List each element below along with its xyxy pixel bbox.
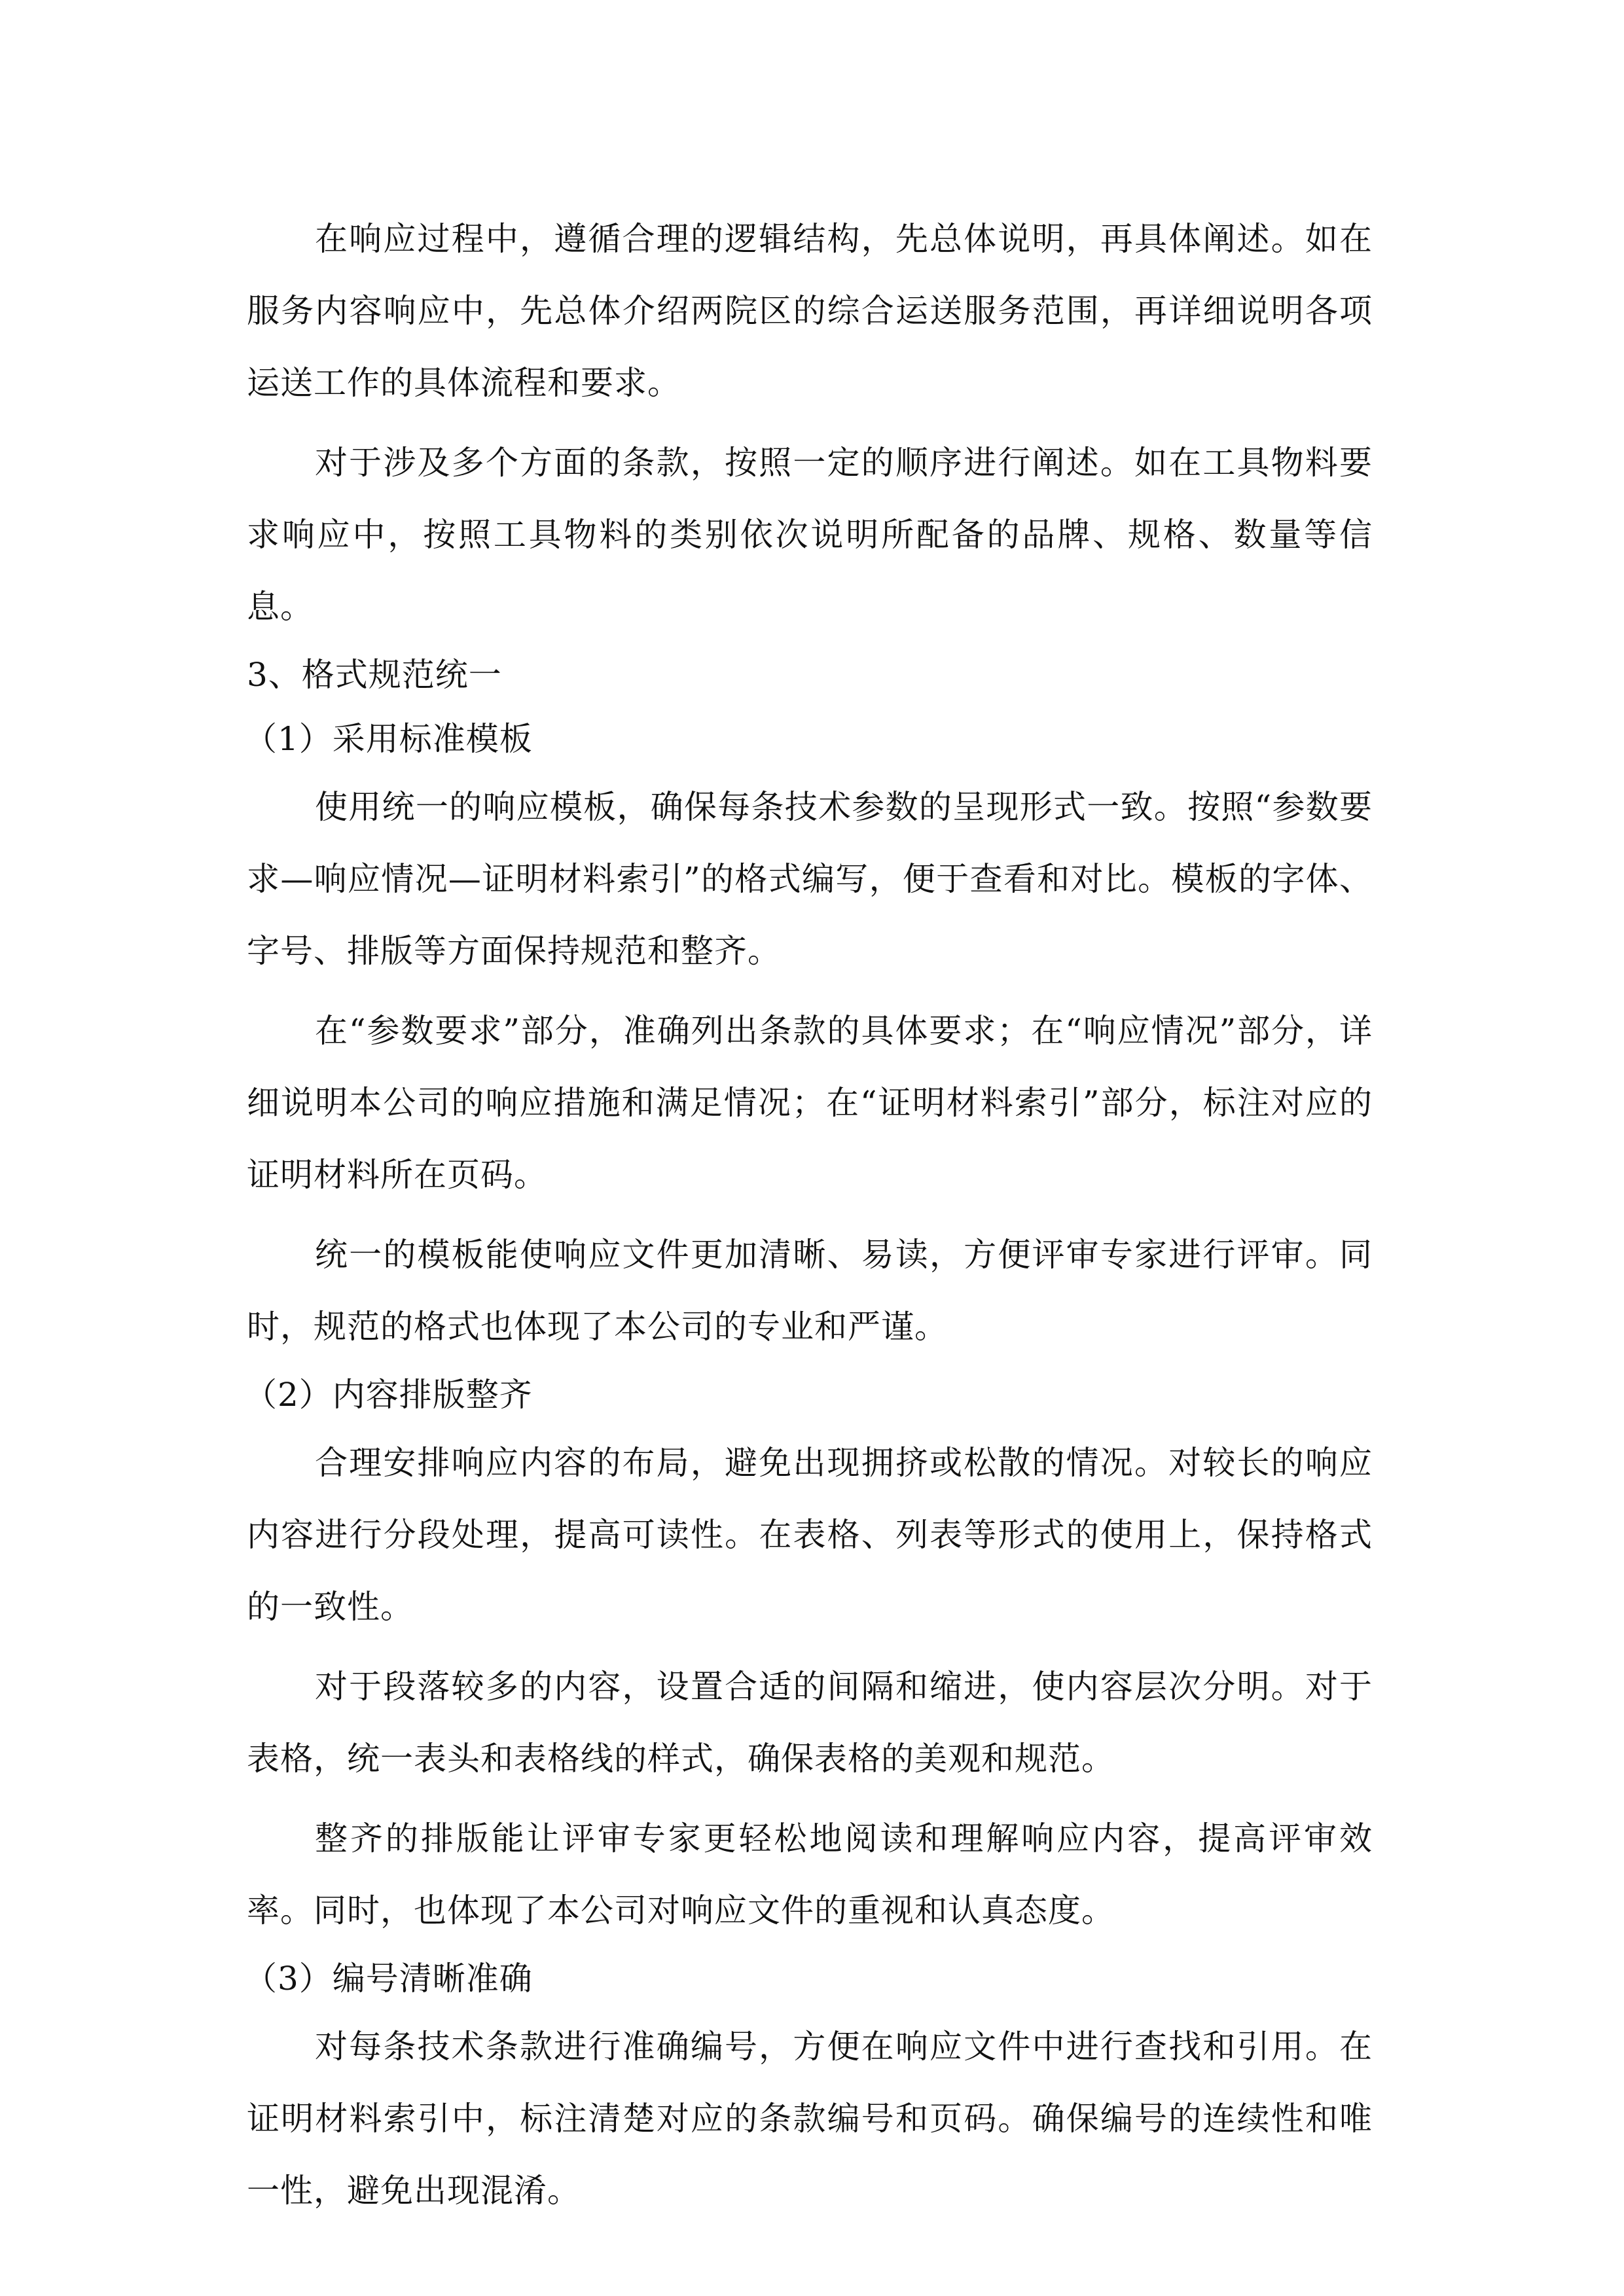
section-heading: 3、格式规范统一 (247, 656, 502, 694)
paragraph: 整齐的排版能让评审专家更轻松地阅读和理解响应内容，提高评审效率。同时，也体现了本公司对响应文件的重视和认真态度。 (247, 1820, 1373, 1929)
paragraph: 在“参数要求”部分，准确列出条款的具体要求；在“响应情况”部分，详细说明本公司的响应措施和满足情况；在“证明材料索引”部分，标注对应的证明材料所在页码。 (247, 1012, 1373, 1194)
paragraph: 对每条技术条款进行准确编号，方便在响应文件中进行查找和引用。在证明材料索引中，标注清楚对应的条款编号和页码。确保编号的连续性和唯一性，避免出现混淆。 (247, 2028, 1373, 2210)
paragraph: 合理安排响应内容的布局，避免出现拥挤或松散的情况。对较长的响应内容进行分段处理，提高可读性。在表格、列表等形式的使用上，保持格式的一致性。 (247, 1444, 1373, 1626)
paragraph: 对于段落较多的内容，设置合适的间隔和缩进，使内容层次分明。对于表格，统一表头和表格线的样式，确保表格的美观和规范。 (247, 1668, 1373, 1778)
paragraph: 统一的模板能使响应文件更加清晰、易读，方便评审专家进行评审。同时，规范的格式也体现了本公司的专业和严谨。 (247, 1236, 1373, 1346)
subsection-heading: （1）采用标准模板 (244, 720, 533, 758)
paragraph: 使用统一的响应模板，确保每条技术参数的呈现形式一致。按照“参数要求—响应情况—证明材料索引”的格式编写，便于查看和对比。模板的字体、字号、排版等方面保持规范和整齐。 (247, 788, 1373, 970)
paragraph: 在响应过程中，遵循合理的逻辑结构，先总体说明，再具体阐述。如在服务内容响应中，先总体介绍两院区的综合运送服务范围，再详细说明各项运送工作的具体流程和要求。 (247, 220, 1373, 402)
document-page (244, 203, 1373, 2227)
subsection-heading: （2）内容排版整齐 (244, 1376, 533, 1414)
paragraph: 对于涉及多个方面的条款，按照一定的顺序进行阐述。如在工具物料要求响应中，按照工具物料的类别依次说明所配备的品牌、规格、数量等信息。 (247, 444, 1373, 626)
subsection-heading: （3）编号清晰准确 (244, 1960, 533, 1998)
